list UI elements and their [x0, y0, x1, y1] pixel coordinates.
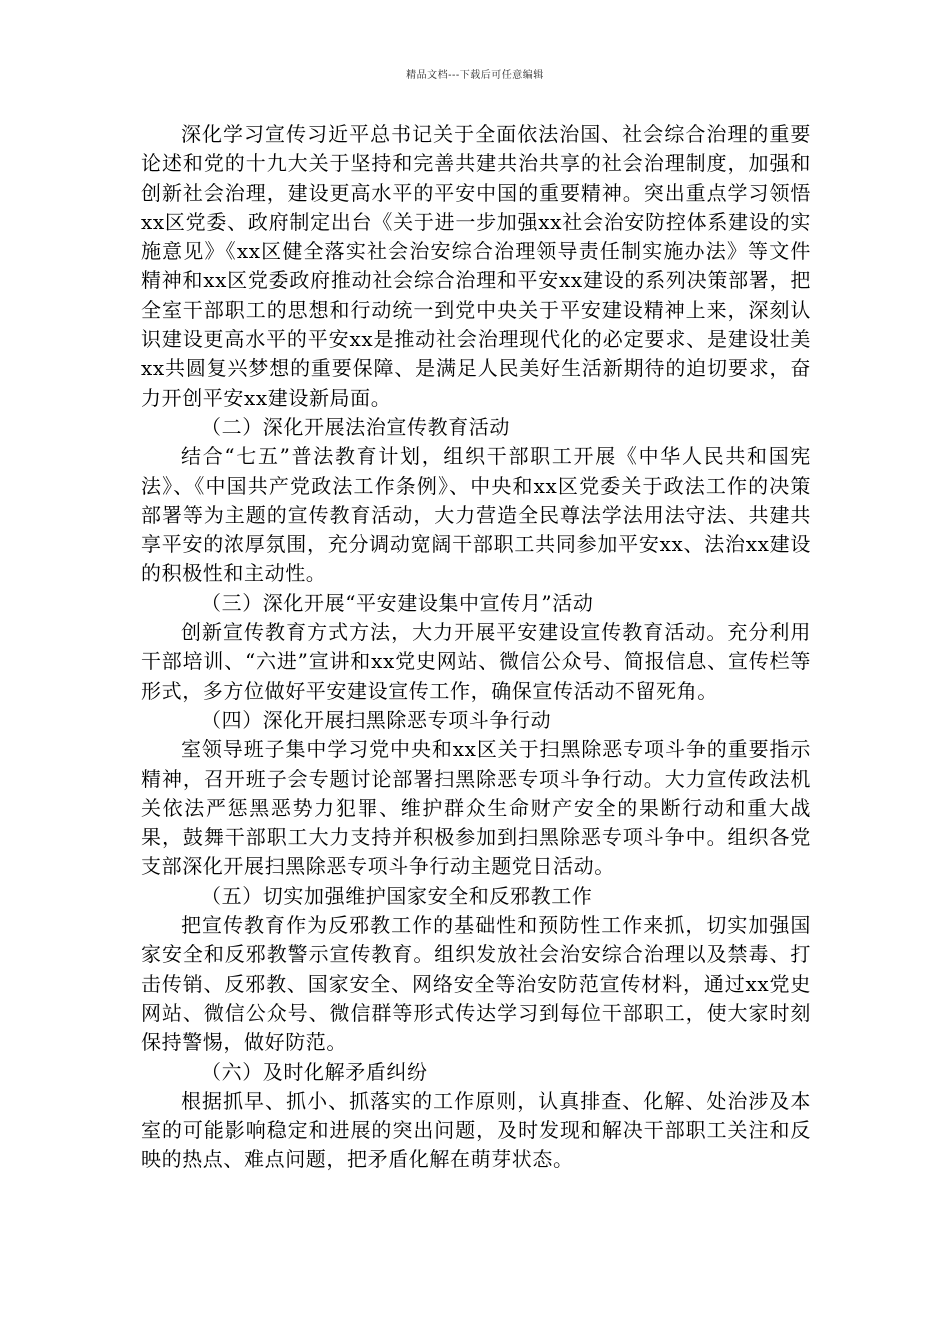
section-heading-5: （五）切实加强维护国家安全和反邪教工作 — [201, 883, 593, 908]
section-heading-2: （二）深化开展法治宣传教育活动 — [201, 414, 510, 439]
paragraph-intro: 深化学习宣传习近平总书记关于全面依法治国、社会综合治理的重要论述和党的十九大关于坚持和完善共建共治共享的社会治理制度，加强和创新社会治理，建设更高水平的平安中国的重要精神。突出重点学习领悟xx区党委、政府制定出台《关于进一步加强xx社会治安防控体系建设的实施意见》《xx区健全落实社会治安综合治理领导责任制实施办法》等文件精神和xx区党委政府推动社会综合治理和平安xx建设的系列决策部署，把全室干部职工的思想和行动统一到党中央关于平安建设精神上来，深刻认识建设更高水平的平安xx是推动社会治理现代化的必定要求、是建设壮美xx共圆复兴梦想的重要保障、是满足人民美好生活新期待的迫切要求，奋力开创平安xx建设新局面。 — [141, 122, 811, 410]
paragraph-national-security: 把宣传教育作为反邪教工作的基础性和预防性工作来抓，切实加强国家安全和反邪教警示宣传教育。组织发放社会治安综合治理以及禁毒、打击传销、反邪教、国家安全、网络安全等治安防范宣传材料，通过xx党史网站、微信公众号、微信群等形式传达学习到每位干部职工，使大家时刻保持警惕，做好防范。 — [141, 913, 811, 1055]
section-heading-4: （四）深化开展扫黑除恶专项斗争行动 — [201, 707, 552, 732]
paragraph-dispute-resolution: 根据抓早、抓小、抓落实的工作原则，认真排查、化解、处治涉及本室的可能影响稳定和进展的突出问题，及时发现和解决干部职工关注和反映的热点、难点问题，把矛盾化解在萌芽状态。 — [141, 1088, 811, 1172]
paragraph-legal-education: 结合“七五”普法教育计划，组织干部职工开展《中华人民共和国宪法》、《中国共产党政法工作条例》、中央和xx区党委关于政法工作的决策部署等为主题的宣传教育活动，大力营造全民尊法学法用法守法、共建共享平安的浓厚氛围，充分调动宽阔干部职工共同参加平安xx、法治xx建设的积极性和主动性。 — [141, 444, 811, 586]
paragraph-anti-crime: 室领导班子集中学习党中央和xx区关于扫黑除恶专项斗争的重要指示精神，召开班子会专题讨论部署扫黑除恶专项斗争行动。大力宣传政法机关依法严惩黑恶势力犯罪、维护群众生命财产安全的果断行动和重大战果，鼓舞干部职工大力支持并积极参加到扫黑除恶专项斗争中。组织各党支部深化开展扫黑除恶专项斗争行动主题党日活动。 — [141, 737, 811, 879]
paragraph-publicity-month: 创新宣传教育方式方法，大力开展平安建设宣传教育活动。充分利用干部培训、“六进”宣讲和xx党史网站、微信公众号、简报信息、宣传栏等形式，多方位做好平安建设宣传工作，确保宣传活动不留死角。 — [141, 620, 811, 703]
document-body — [141, 120, 811, 1175]
page-header: 精品文档---下载后可任意编辑 — [406, 70, 544, 81]
section-heading-6: （六）及时化解矛盾纠纷 — [201, 1059, 428, 1084]
section-heading-3: （三）深化开展“平安建设集中宣传月”活动 — [201, 590, 594, 615]
